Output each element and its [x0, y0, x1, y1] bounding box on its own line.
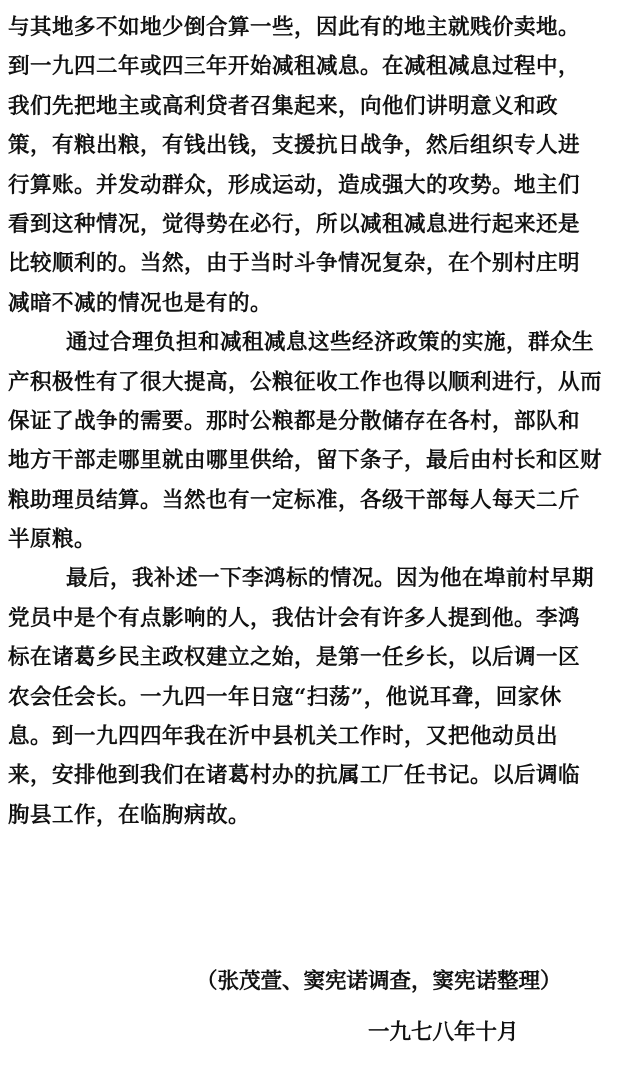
body-text: [8, 8, 636, 835]
paragraph: [8, 8, 636, 323]
text-line: 息。到一九四四年我在沂中县机关工作时，又把他动员出: [8, 724, 559, 750]
text-line: 到一九四二年或四三年开始减租减息。在减租减息过程中，: [8, 54, 581, 80]
text-line: 朐县工作，在临朐病故。: [8, 802, 251, 828]
text-line: 农会任会长。一九四一年日寇“扫荡”，他说耳聋，回家休: [8, 684, 562, 710]
text-line: 减暗不减的情况也是有的。: [8, 290, 273, 316]
date: 一九七八年十月: [368, 1020, 519, 1045]
text-line: 粮助理员结算。当然也有一定标准，各级干部每人每天二斤: [8, 487, 581, 513]
paragraph: [8, 323, 636, 559]
text-line: 地方干部走哪里就由哪里供给，留下条子，最后由村长和区财: [8, 448, 603, 474]
text-line: 标在诸葛乡民主政权建立之始，是第一任乡长，以后调一区: [8, 645, 581, 671]
text-line: 党员中是个有点影响的人，我估计会有许多人提到他。李鸿: [8, 605, 581, 631]
text-line: 来，安排他到我们在诸葛村办的抗属工厂任书记。以后调临: [8, 763, 581, 789]
text-line: 保证了战争的需要。那时公粮都是分散储存在各村，部队和: [8, 408, 581, 434]
paragraph: [8, 559, 636, 835]
text-line: 最后，我补述一下李鸿标的情况。因为他在埠前村早期: [66, 566, 595, 592]
text-line: 通过合理负担和减租减息这些经济政策的实施，群众生: [66, 330, 595, 356]
text-line: 比较顺利的。当然，由于当时斗争情况复杂，在个别村庄明: [8, 251, 581, 277]
text-line: 看到这种情况，觉得势在必行，所以减租减息进行起来还是: [8, 211, 581, 237]
text-line: 我们先把地主或高利贷者召集起来，向他们讲明意义和政: [8, 93, 559, 119]
text-line: 行算账。并发动群众，形成运动，造成强大的攻势。地主们: [8, 172, 581, 198]
text-line: 与其地多不如地少倒合算一些，因此有的地主就贱价卖地。: [8, 15, 581, 40]
attribution: （张茂萱、窦宪诺调查，窦宪诺整理）: [196, 969, 562, 994]
text-line: 半原粮。: [8, 527, 97, 553]
text-line: 产积极性有了很大提高，公粮征收工作也得以顺利进行，从而: [8, 369, 603, 395]
text-line: 策，有粮出粮，有钱出钱，支援抗日战争，然后组织专人进: [8, 133, 581, 159]
